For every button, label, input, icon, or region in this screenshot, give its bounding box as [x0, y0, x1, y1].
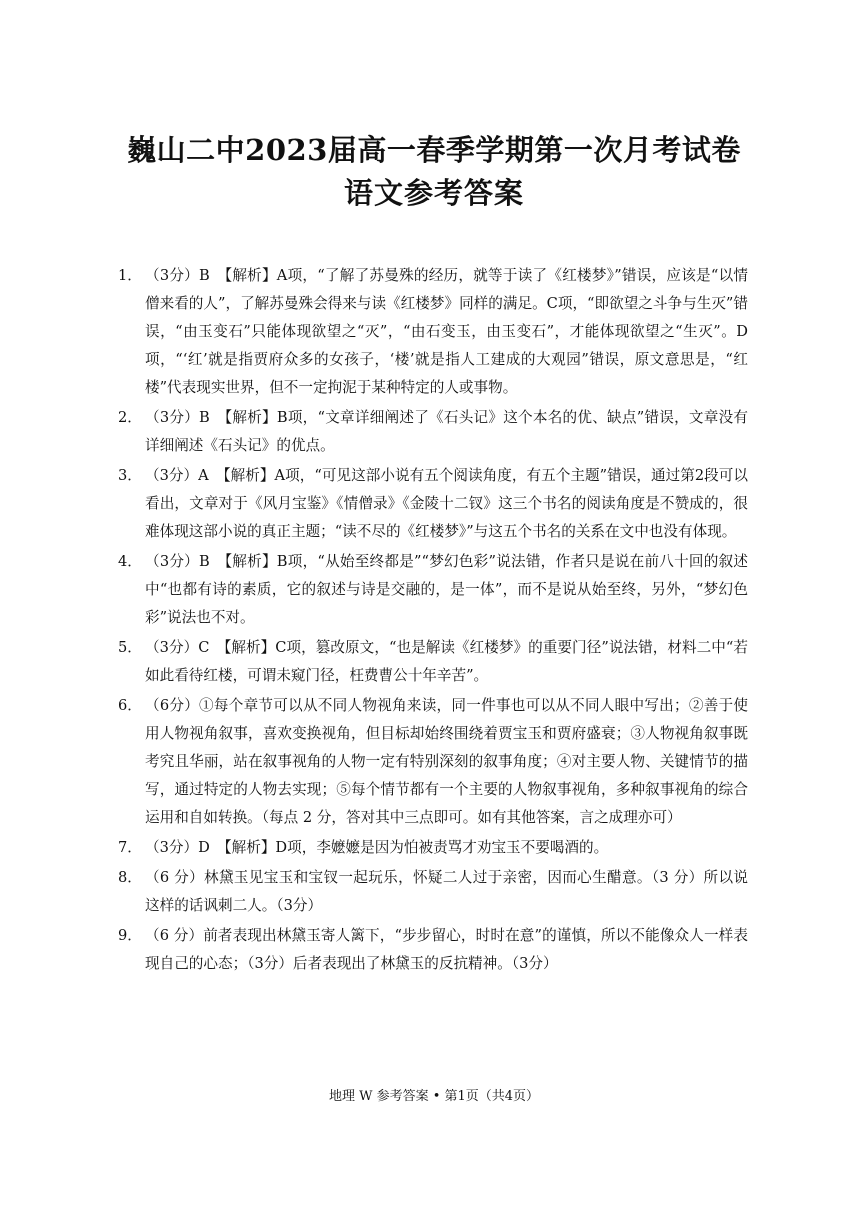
answer-item-9: [118, 922, 748, 978]
answer-item-7: [118, 834, 748, 862]
item-text: （6 分）前者表现出林黛玉寄人篱下，“步步留心，时时在意”的谨慎，所以不能像众人一样表现自己的心态；（3分）后者表现出了林黛玉的反抗精神。（3分）: [145, 927, 748, 972]
item-text: （3分）D 【解析】D项，李嬷嬷是因为怕被责骂才劝宝玉不要喝酒的。: [145, 839, 609, 856]
item-number: 2．: [118, 409, 142, 426]
answer-item-4: [118, 548, 748, 632]
item-number: 1．: [118, 267, 142, 284]
item-text: （3分）A 【解析】A项，“可见这部小说有五个阅读角度，有五个主题”错误，通过第2段可以看出，文章对于《风月宝鉴》《情僧录》《金陵十二钗》这三个书名的阅读角度是不赞成的，很难体现这部小说的真正主题；“读不尽的《红楼梦》”与这五个书名的关系在文中也没有体现。: [145, 467, 748, 540]
answer-item-3: [118, 462, 748, 546]
exam-title: 巍山二中2023届高一春季学期第一次月考试卷: [127, 133, 741, 167]
answer-item-8: [118, 864, 748, 920]
answer-item-1: [118, 262, 748, 402]
answer-item-5: [118, 634, 748, 690]
page-footer: 地理 W 参考答案 • 第1页（共4页）: [328, 1089, 540, 1104]
item-number: 5．: [118, 639, 142, 656]
item-number: 6．: [118, 697, 142, 714]
answer-item-6: [118, 692, 748, 832]
answer-key-subtitle: 语文参考答案: [343, 176, 524, 210]
item-text: （3分）B 【解析】B项，“文章详细阐述了《石头记》这个本名的优、缺点”错误，文章没有详细阐述《石头记》的优点。: [145, 409, 748, 454]
item-text: （6分）①每个章节可以从不同人物视角来读，同一件事也可以从不同人眼中写出；②善于使用人物视角叙事，喜欢变换视角，但目标却始终围绕着贾宝玉和贾府盛衰；③人物视角叙事既考究且华丽，站在叙事视角的人物一定有特别深刻的叙事角度；④对主要人物、关键情节的描写，通过特定的人物去实现；⑤每个情节都有一个主要的人物叙事视角，多种叙事视角的综合运用和自如转换。（每点 2 分，答对其中三点即可。如有其他答案，言之成理亦可）: [145, 697, 748, 826]
item-text: （3分）B 【解析】B项，“从始至终都是”“梦幻色彩”说法错，作者只是说在前八十回的叙述中“也都有诗的素质，它的叙述与诗是交融的，是一体”，而不是说从始至终，另外，“梦幻色彩”说法也不对。: [145, 553, 748, 626]
answer-item-2: [118, 404, 748, 460]
item-number: 4．: [118, 553, 142, 570]
answer-list: [118, 262, 748, 980]
item-text: （6 分）林黛玉见宝玉和宝钗一起玩乐，怀疑二人过于亲密，因而心生醋意。（3 分）所以说这样的话讽刺二人。（3分）: [145, 869, 748, 914]
item-number: 7．: [118, 839, 142, 856]
item-number: 3．: [118, 467, 142, 484]
item-number: 8．: [118, 869, 142, 886]
item-number: 9．: [118, 927, 142, 944]
item-text: （3分）B 【解析】A项，“了解了苏曼殊的经历，就等于读了《红楼梦》”错误，应该是“以情僧来看的人”，了解苏曼殊会得来与读《红楼梦》同样的满足。C项，“即欲望之斗争与生灭”错误，“由玉变石”只能体现欲望之“灭”，“由石变玉，由玉变石”，才能体现欲望之“生灭”。D项，“‘红’就是指贾府众多的女孩子，‘楼’就是指人工建成的大观园”错误，原文意思是，“红楼”代表现实世界，但不一定拘泥于某种特定的人或事物。: [145, 267, 748, 396]
item-text: （3分）C 【解析】C项，篡改原文，“也是解读《红楼梦》的重要门径”说法错，材料二中“若如此看待红楼，可谓未窥门径，枉费曹公十年辛苦”。: [145, 639, 749, 684]
